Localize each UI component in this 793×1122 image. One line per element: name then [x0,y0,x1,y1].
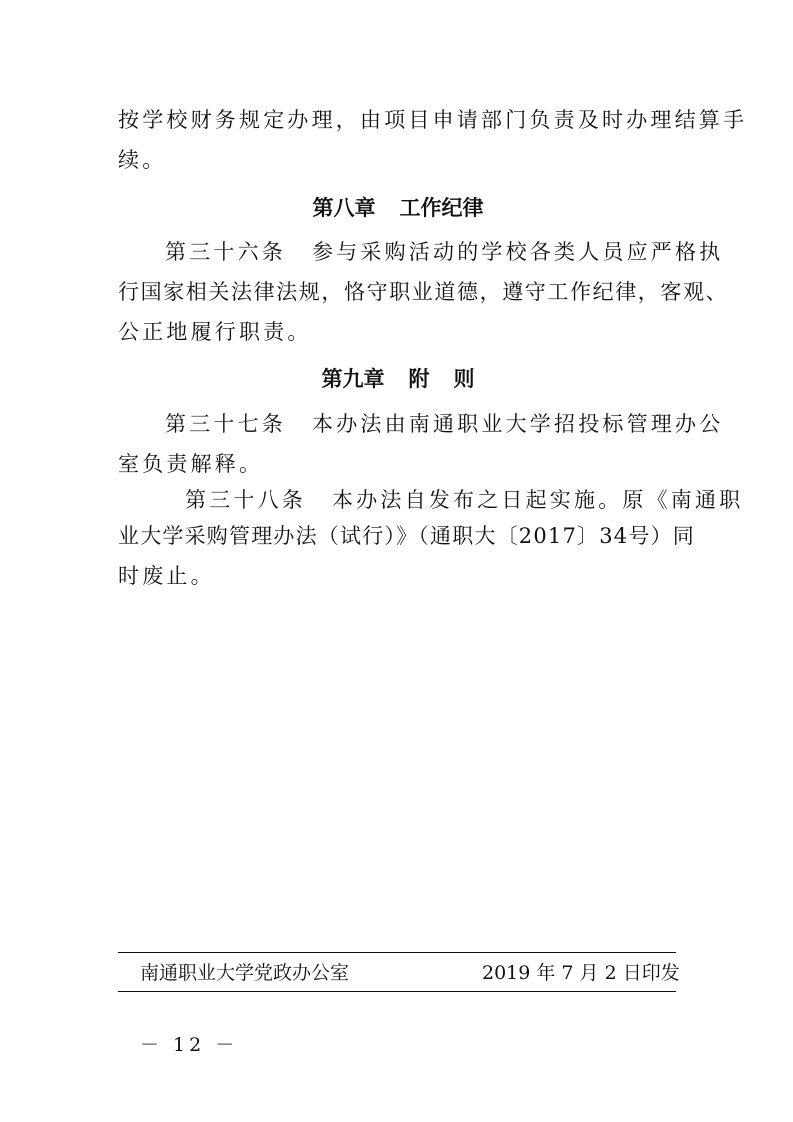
chapter-heading [118,194,678,222]
article-first-line [165,410,724,438]
issue-date: 2019 年 7 月 2 日印发 [482,962,680,984]
footer-top-rule [118,952,676,953]
article-label: 第三十七条 [165,412,286,436]
article-first-line [185,486,744,514]
chapter-title: 附 [408,367,430,391]
paragraph-line: 行国家相关法律法规，恪守职业道德，遵守工作纪律，客观、 [118,280,729,304]
paragraph-line: 按学校财务规定办理，由项目申请部门负责及时办理结算手 [118,108,748,132]
paragraph-line: 室负责解释。 [118,452,264,476]
article-text: 本办法自发布之日起实施。原《南通职 [332,488,744,512]
footer-bottom-rule [118,991,676,992]
chapter-number: 第八章 [312,196,376,220]
paragraph-line: 公正地履行职责。 [118,320,312,344]
issuer-name: 南通职业大学党政办公室 [140,962,350,984]
article-label: 第三十八条 [185,488,306,512]
paragraph-line: 时废止。 [118,564,215,588]
chapter-title: 则 [453,367,475,391]
article-label: 第三十六条 [165,240,286,264]
chapter-number: 第九章 [321,367,385,391]
chapter-heading [118,365,678,393]
paragraph-line: 业大学采购管理办法（试行）》（通职大〔2017〕34号）同 [118,524,695,548]
article-text: 参与采购活动的学校各类人员应严格执 [312,240,724,264]
article-first-line [165,238,724,266]
paragraph-line: 续。 [118,148,167,172]
article-text: 本办法由南通职业大学招投标管理办公 [312,412,724,436]
page-number: － 12 － [140,1034,239,1056]
chapter-title: 工作纪律 [399,196,484,220]
